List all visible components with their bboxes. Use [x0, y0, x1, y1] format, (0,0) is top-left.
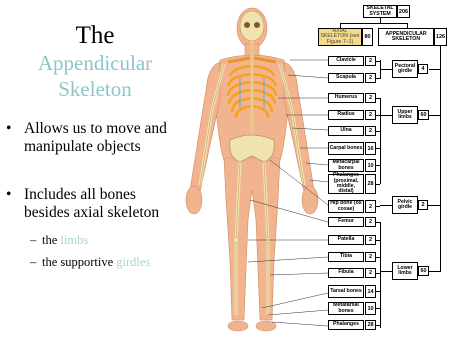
bone-box	[328, 93, 364, 103]
bone-name: Femur	[338, 218, 354, 225]
appendicular-skeleton-box	[378, 28, 434, 46]
slide-title: The	[75, 22, 115, 49]
bone-count: 2	[365, 200, 376, 213]
bone-name: Scapula	[336, 74, 356, 81]
bracket	[429, 115, 440, 116]
bracket	[380, 222, 381, 328]
bone-name: Metatarsal bones	[333, 302, 359, 314]
bone-count: 2	[365, 252, 376, 262]
bone-box	[328, 302, 364, 315]
bone-name: Tibia	[339, 253, 352, 260]
bracket	[380, 69, 392, 70]
bone-name: Phalanges	[333, 321, 359, 328]
group-count-pectoral: 4	[418, 64, 428, 74]
bracket	[380, 115, 392, 116]
bone-box	[328, 320, 364, 330]
group-count-pelvic: 2	[418, 200, 428, 210]
group-box-pelvic	[392, 196, 418, 214]
bone-box	[328, 217, 364, 227]
bone-count: 2	[365, 93, 376, 103]
bullet-dot: •	[6, 120, 12, 137]
sub-bullet-1-highlight: limbs	[60, 233, 89, 247]
bone-box	[328, 159, 364, 172]
group-label: Lower limbs	[397, 264, 413, 276]
bone-name: Phalanges (proximal, middle, distal)	[333, 172, 359, 195]
skeletal-system-label: SKELETAL SYSTEM	[366, 5, 394, 17]
group-box-upper-limbs	[392, 106, 418, 124]
dash: –	[30, 233, 37, 247]
bullet-dot: •	[6, 186, 12, 203]
bone-box	[328, 200, 364, 213]
bone-box	[328, 142, 364, 155]
bone-name: Tarsal bones	[330, 287, 362, 294]
sub-bullet-2-highlight: girdles	[116, 255, 151, 269]
bone-count: 10	[365, 159, 376, 172]
bone-count: 2	[365, 268, 376, 278]
bone-count: 2	[365, 126, 376, 136]
bone-count: 2	[365, 217, 376, 227]
bone-box	[328, 126, 364, 136]
dash: –	[30, 255, 37, 269]
skeletal-count: 206	[397, 5, 410, 18]
sub-bullet-1-text: the	[42, 233, 61, 247]
appendicular-count: 126	[434, 28, 447, 46]
bullet-2-text: Includes all bones besides axial skeleton	[24, 186, 160, 221]
connector	[340, 23, 408, 24]
bracket	[380, 271, 392, 272]
bone-name: Fibula	[338, 269, 354, 276]
connector	[407, 23, 408, 28]
group-label: Pelvic girdle	[397, 198, 413, 210]
appendicular-label: APPENDICULAR SKELETON	[385, 30, 427, 42]
axial-count: 80	[362, 28, 373, 46]
bone-count: 2	[365, 235, 376, 245]
connector	[340, 23, 341, 28]
bone-box	[328, 110, 364, 120]
subtitle-line-1: Appendicular	[37, 51, 153, 75]
bracket	[380, 205, 392, 206]
bone-box	[328, 73, 364, 83]
group-label: Upper limbs	[397, 108, 413, 120]
bone-count: 28	[365, 174, 376, 194]
bone-name: Ulna	[340, 127, 352, 134]
skeletal-system-box	[363, 5, 397, 18]
group-count-lower-limbs: 60	[418, 266, 429, 276]
bone-name: Humerus	[334, 94, 358, 101]
bone-count: 2	[365, 110, 376, 120]
subtitle-line-2: Skeleton	[58, 77, 132, 101]
connector	[440, 46, 441, 272]
bone-name: Metacarpal bones	[332, 159, 360, 171]
bone-name: Hip bone (os coxae)	[330, 200, 362, 212]
axial-skeleton-box	[318, 28, 362, 46]
group-label: Pectoral girdle	[394, 62, 416, 74]
bone-count: 2	[365, 56, 376, 66]
bone-name: Clavicle	[336, 57, 356, 64]
bone-count: 2	[365, 73, 376, 83]
bone-box	[328, 268, 364, 278]
bracket	[429, 69, 440, 70]
bracket	[429, 271, 440, 272]
bracket	[380, 98, 381, 184]
bone-count: 14	[365, 285, 376, 298]
bone-name: Radius	[337, 111, 355, 118]
bone-count: 10	[365, 302, 376, 315]
bone-box	[328, 56, 364, 66]
group-box-pectoral	[392, 60, 418, 78]
sub-bullet-2-text: the supportive	[42, 255, 117, 269]
connector	[376, 206, 380, 207]
bone-box	[328, 252, 364, 262]
group-box-lower-limbs	[392, 262, 418, 280]
bone-name: Carpal bones	[329, 144, 363, 151]
bone-box	[328, 235, 364, 245]
bone-name: Patella	[337, 236, 355, 243]
group-count-upper-limbs: 60	[418, 110, 429, 120]
bone-count: 28	[365, 320, 376, 330]
bullet-1-text: Allows us to move and manipulate objects	[24, 120, 167, 155]
bone-box	[328, 285, 364, 298]
bone-box	[328, 174, 364, 194]
bracket	[428, 205, 440, 206]
bone-count: 16	[365, 142, 376, 155]
connector	[376, 184, 380, 185]
axial-label: AXIAL SKELETON (see Figure 7–1)	[320, 27, 360, 45]
